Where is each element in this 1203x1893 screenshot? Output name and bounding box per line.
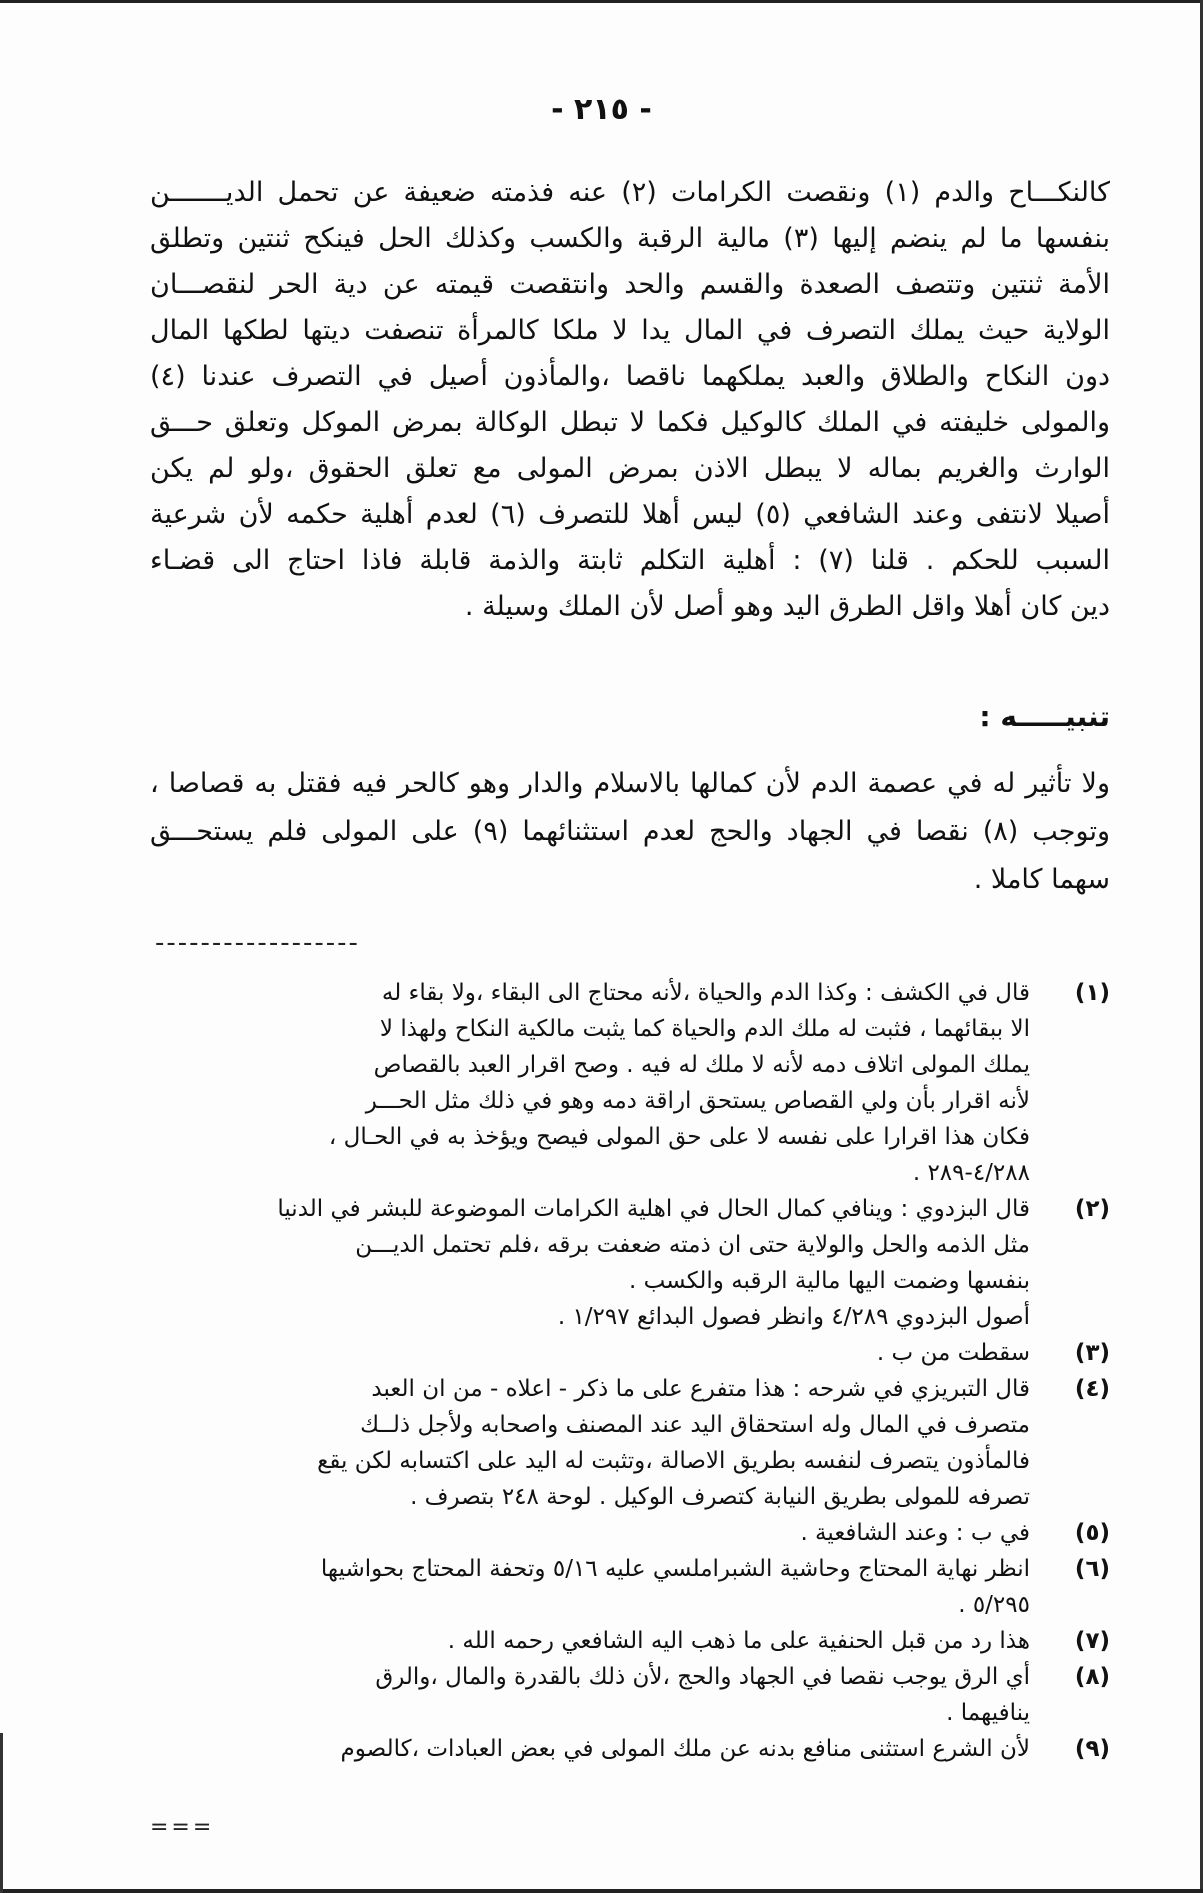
main-text-line: بنفسها ما لم ينضم إليها (٣) مالية الرقبة والكسب وكذلك الحل فينكح ثنتين وتطلق <box>150 223 1110 254</box>
footnote-line: فالمأذون يتصرف لنفسه بطريق الاصالة ،وتثبت له اليد على اكتسابه لكن يقع <box>317 1448 1030 1474</box>
footnote-line: انظر نهاية المحتاج وحاشية الشبراملسي عليه ٥/١٦ وتحفة المحتاج بحواشيها <box>320 1556 1030 1582</box>
footnote-line: بنفسها وضمت اليها مالية الرقبه والكسب . <box>628 1268 1030 1294</box>
footnote-line: في ب : وعند الشافعية . <box>800 1520 1030 1546</box>
footnote-number: (٤) <box>1074 1376 1110 1402</box>
main-text-line: الأمة ثنتين وتتصف الصعدة والقسم والحد وانتقصت قيمته عن دية الحر لنقصـــان <box>150 269 1110 300</box>
scan-border-top <box>0 0 1203 3</box>
footnote-body <box>110 975 1030 1191</box>
footnote-line: تصرفه للمولى بطريق النيابة كتصرف الوكيل . لوحة ٢٤٨ بتصرف . <box>410 1484 1030 1510</box>
footnote-separator: ------------------ <box>155 928 360 958</box>
footnote-number: (١) <box>1074 980 1110 1006</box>
main-text-line: دون النكاح والطلاق والعبد يملكهما ناقصا ،والمأذون أصيل في التصرف عندنا (٤) <box>150 361 1110 392</box>
main-text-line: أصيلا لانتفى وعند الشافعي (٥) ليس أهلا للتصرف (٦) لعدم أهلية حكمه لأن شرعية <box>150 499 1110 530</box>
footnote-number: (٧) <box>1074 1628 1110 1654</box>
footnote <box>110 1371 1110 1515</box>
footnote <box>110 1551 1110 1623</box>
footnote-line: قال في الكشف : وكذا الدم والحياة ،لأنه محتاج الى البقاء ،ولا بقاء له <box>381 980 1030 1006</box>
footnote <box>110 1191 1110 1335</box>
footnote-line: قال البزدوي : وينافي كمال الحال في اهلية الكرامات الموضوعة للبشر في الدنيا <box>277 1196 1030 1222</box>
footnote-body <box>110 1731 1030 1767</box>
end-mark: === <box>150 1815 215 1840</box>
section-heading <box>150 700 1110 733</box>
page-number: - ٢١٥ - <box>551 92 652 127</box>
note-text-line: سهما كاملا . <box>973 864 1110 895</box>
main-text <box>150 170 1110 630</box>
footnote-line: قال التبريزي في شرحه : هذا متفرع على ما ذكر - اعلاه - من ان العبد <box>371 1376 1030 1402</box>
footnote-body <box>110 1659 1030 1731</box>
main-text-line: السبب للحكم . قلنا (٧) : أهلية التكلم ثابتة والذمة قابلة فاذا احتاج الى قضـاء <box>150 545 1110 576</box>
main-text-line: الوارث والغريم بماله لا يبطل الاذن بمرض المولى مع تعلق الحقوق ،ولو لم يكن <box>150 453 1110 484</box>
footnote <box>110 975 1110 1191</box>
footnote-line: يملك المولى اتلاف دمه لأنه لا ملك له فيه . وصح اقرار العبد بالقصاص <box>373 1052 1030 1078</box>
footnote-line: سقطت من ب . <box>876 1340 1030 1366</box>
footnote-line: ٥/٢٩٥ . <box>958 1592 1030 1618</box>
footnote-line: مثل الذمه والحل والولاية حتى ان ذمته ضعفت برقه ،فلم تحتمل الديـــن <box>355 1232 1030 1258</box>
footnote-number: (٥) <box>1074 1520 1110 1546</box>
main-text-line: كالنكـــاح والدم (١) ونقصت الكرامات (٢) عنه فذمته ضعيفة عن تحمل الديـــــــن <box>150 177 1110 208</box>
footnote-line: متصرف في المال وله استحقاق اليد عند المصنف واصحابه ولأجل ذلــك <box>360 1412 1030 1438</box>
footnote-body <box>110 1623 1030 1659</box>
footnotes <box>110 975 1110 1767</box>
footnote <box>110 1623 1110 1659</box>
footnote <box>110 1515 1110 1551</box>
footnote-body <box>110 1551 1030 1623</box>
footnote-number: (٢) <box>1074 1196 1110 1222</box>
footnote-number: (٨) <box>1074 1664 1110 1690</box>
footnote-line: لأنه اقرار بأن ولي القصاص يستحق اراقة دمه وهو في ذلك مثل الحـــر <box>365 1088 1030 1114</box>
note-text-line: ولا تأثير له في عصمة الدم لأن كمالها بالاسلام والدار وهو كالحر فيه فقتل به قصاصا ، <box>150 768 1110 799</box>
scan-border-bottom <box>0 1889 1203 1893</box>
footnote-body <box>110 1371 1030 1515</box>
heading-label: تنبيـــــه : <box>979 700 1110 733</box>
main-text-line: والمولى خليفته في الملك كالوكيل فكما لا تبطل الوكالة بمرض الموكل وتعلق حـــق <box>150 407 1110 438</box>
footnote-line: الا ببقائهما ، فثبت له ملك الدم والحياة كما يثبت مالكية النكاح ولهذا لا <box>379 1016 1030 1042</box>
footnote-line: فكان هذا اقرارا على نفسه لا على حق المولى فيصح ويؤخذ به في الحـال ، <box>328 1124 1030 1150</box>
footnote-number: (٦) <box>1074 1556 1110 1582</box>
note-text-line: وتوجب (٨) نقصا في الجهاد والحج لعدم استثنائهما (٩) على المولى فلم يستحـــق <box>150 816 1110 847</box>
footnote-line: ٤/٢٨٨-٢٨٩ . <box>912 1160 1030 1186</box>
footnote-line: هذا رد من قبل الحنفية على ما ذهب اليه الشافعي رحمه الله . <box>447 1628 1030 1654</box>
footnote <box>110 1335 1110 1371</box>
footnote-line: أصول البزدوي ٤/٢٨٩ وانظر فصول البدائع ١/٢٩٧ . <box>557 1304 1030 1330</box>
footnote-body <box>110 1335 1030 1371</box>
note-text <box>150 760 1110 904</box>
footnote-line: لأن الشرع استثنى منافع بدنه عن ملك المولى في بعض العبادات ،كالصوم <box>340 1736 1030 1762</box>
footnote-number: (٣) <box>1074 1340 1110 1366</box>
main-text-line: الولاية حيث يملك التصرف في المال يدا لا ملكا كالمرأة تنصفت ديتها لطكها المال <box>150 315 1110 346</box>
footnote-line: أي الرق يوجب نقصا في الجهاد والحج ،لأن ذلك بالقدرة والمال ،والرق <box>375 1664 1030 1690</box>
footnote-body <box>110 1191 1030 1335</box>
main-text-line: دين كان أهلا واقل الطرق اليد وهو أصل لأن الملك وسيلة . <box>464 591 1110 622</box>
footnote-body <box>110 1515 1030 1551</box>
footnote-line: ينافيهما . <box>946 1700 1030 1726</box>
footnote <box>110 1659 1110 1731</box>
footnote-number: (٩) <box>1074 1736 1110 1762</box>
scan-border-left <box>0 1733 3 1893</box>
footnote <box>110 1731 1110 1767</box>
